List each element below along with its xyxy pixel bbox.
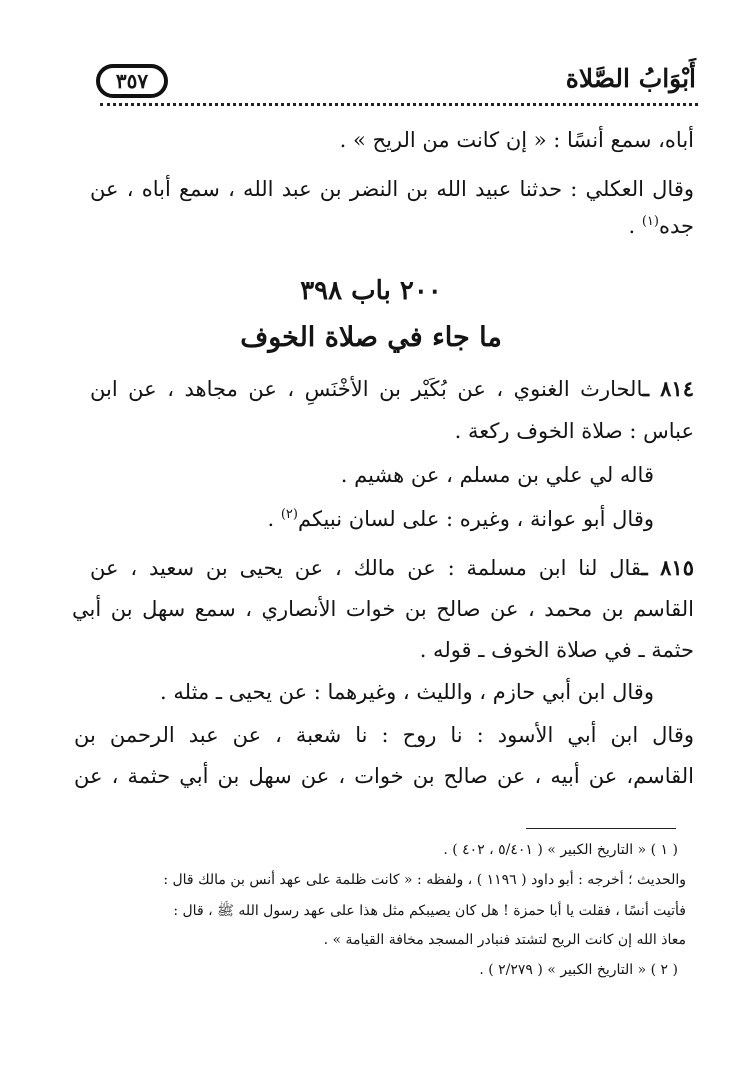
text-fragment: وقال أبو عوانة ، وغيره : على لسان نبيكم	[297, 507, 654, 531]
footnote-line: ( ١ ) « التاريخ الكبير » ( ٥/٤٠١ ، ٤٠٢ ) .	[443, 842, 678, 858]
text-line: جده$^{(١)}$ .	[628, 214, 694, 238]
text-fragment: قال لنا ابن مسلمة : عن مالك ، عن يحيى بن سعيد ، عن	[90, 556, 642, 580]
hadith-number: ٨١٥ ـ	[641, 555, 694, 580]
hadith-814-line	[90, 376, 694, 401]
hadith-number: ٨١٤ ـ	[642, 376, 694, 401]
text-line: وقال ابن أبي الأسود : نا روح : نا شعبة ، عن عبد الرحمن بن	[74, 723, 694, 747]
text-line: وقال ابن أبي حازم ، والليث ، وغيرهما : عن يحيى ـ مثله .	[160, 680, 654, 704]
text-fragment: جده	[658, 214, 694, 238]
footnote-marker: (٢)	[280, 507, 298, 522]
header-rule	[100, 103, 698, 106]
text-line: وقال العكلي : حدثنا عبيد الله بن النضر بن عبد الله ، سمع أباه ، عن	[90, 177, 694, 201]
page-number-text: ٣٥٧	[115, 69, 149, 93]
running-title: أَبْوَابُ الصَّلاة	[565, 64, 696, 93]
text-line: عباس : صلاة الخوف ركعة .	[454, 419, 694, 443]
hadith-815-line	[90, 555, 694, 580]
footnote-line: معاذ الله إن كانت الريح لتشتد فنبادر المسجد مخافة القيامة » .	[323, 932, 686, 948]
chapter-number: ٢٠٠ باب ٣٩٨	[300, 276, 442, 306]
footnote-line: ( ٢ ) « التاريخ الكبير » ( ٢/٢٧٩ ) .	[479, 962, 678, 978]
text-line: أباه، سمع أنسًا : « إن كانت من الريح » .	[339, 128, 694, 152]
text-line: القاسم، عن أبيه ، عن صالح بن خوات ، عن سهل بن أبي حثمة ، عن	[74, 764, 694, 788]
text-line: حثمة ـ في صلاة الخوف ـ قوله .	[419, 638, 694, 662]
text-line: قاله لي علي بن مسلم ، عن هشيم .	[340, 463, 654, 487]
footnote-line: والحديث ؛ أخرجه : أبو داود ( ١١٩٦ ) ، ولفظه : « كانت ظلمة على عهد أنس بن مالك قال :	[163, 872, 686, 888]
page-number	[96, 64, 168, 98]
footnote-rule	[526, 828, 676, 829]
text-fragment: الحارث الغنوي ، عن بُكَيْر بن الأخْنَسِ ، عن مجاهد ، عن ابن	[90, 377, 643, 401]
footnote-marker: (١)	[641, 214, 659, 229]
chapter-title: ما جاء في صلاة الخوف	[240, 322, 502, 353]
footnote-line: فأتيت أنسًا ، فقلت يا أبا حمزة ! هل كان يصيبكم مثل هذا على عهد رسول الله ﷺ ، قال :	[173, 903, 686, 919]
text-line: وقال أبو عوانة ، وغيره : على لسان نبيكم$^{(٢)}$ .	[267, 507, 654, 531]
text-line: القاسم بن محمد ، عن صالح بن خوات الأنصاري ، سمع سهل بن أبي	[72, 597, 694, 621]
